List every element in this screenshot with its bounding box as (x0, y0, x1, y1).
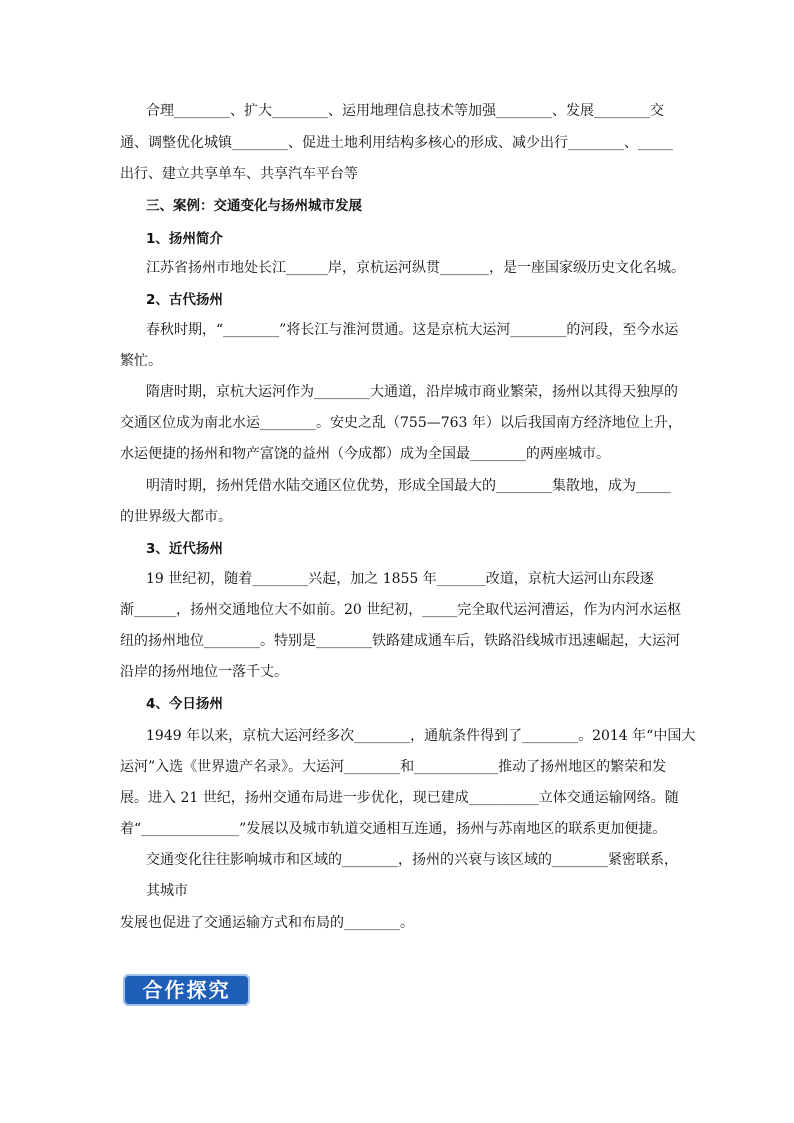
text-line: 交通变化往往影响城市和区域的________，扬州的兴衰与该区域的________紧密联系， (146, 852, 678, 868)
text-line: 发展也促进了交通运输方式和布局的________。 (120, 915, 414, 931)
text-line: 纽的扬州地位________。特别是________铁路建成通车后，铁路沿线城市迅速崛起，大运河 (120, 633, 680, 649)
section-heading: 三、案例：交通变化与扬州城市发展 (146, 198, 362, 214)
text-line: 春秋时期，“________”将长江与淮河贯通。这是京杭大运河________的河段，至今水运 (146, 322, 679, 338)
subsection-heading: 2、古代扬州 (146, 292, 223, 308)
text-line: 繁忙。 (120, 353, 162, 369)
text-line: 19 世纪初，随着________兴起，加之 1855 年_______改道，京杭大运河山东段逐 (146, 571, 654, 587)
text-line: 通、调整优化城镇________、促进土地利用结构多核心的形成、减少出行________、_____ (120, 135, 673, 151)
text-line: 出行、建立共享单车、共享汽车平台等 (120, 166, 358, 182)
text-line: 江苏省扬州市地处长江______岸，京杭运河纵贯_______，是一座国家级历史文化名城。 (146, 260, 685, 276)
text-line: 合理________、扩大________、运用地理信息技术等加强________、发展________交 (146, 103, 664, 119)
text-line: 其城市 (146, 883, 188, 899)
text-line: 的世界级大都市。 (120, 509, 232, 525)
text-line: 展。进入 21 世纪，扬州交通布局进一步优化，现已建成__________立体交通运输网络。随 (120, 790, 679, 806)
text-line: 渐______，扬州交通地位大不如前。20 世纪初，_____完全取代运河漕运，作为内河水运枢 (120, 602, 682, 618)
cooperative-inquiry-badge: 合作探究 (123, 974, 250, 1006)
subsection-heading: 4、今日扬州 (146, 696, 223, 712)
subsection-heading: 1、扬州简介 (146, 231, 223, 247)
text-line: 1949 年以来，京杭大运河经多次________，通航条件得到了________。2014 年“中国大 (146, 728, 696, 744)
text-line: 隋唐时期，京杭大运河作为________大通道，沿岸城市商业繁荣，扬州以其得天独厚的 (146, 384, 678, 400)
subsection-heading: 3、近代扬州 (146, 541, 223, 557)
text-line: 明清时期，扬州凭借水陆交通区位优势，形成全国最大的________集散地，成为_____ (146, 478, 671, 494)
text-line: 运河”入选《世界遗产名录》。大运河________和____________推动了扬州地区的繁荣和发 (120, 759, 667, 775)
text-line: 交通区位成为南北水运________。安史之乱（755—763 年）以后我国南方经济地位上升， (120, 415, 682, 431)
text-line: 着“______________”发展以及城市轨道交通相互连通，扬州与苏南地区的联系更加便捷。 (120, 821, 667, 837)
text-line: 沿岸的扬州地位一落千丈。 (120, 664, 288, 680)
text-line: 水运便捷的扬州和物产富饶的益州（今成都）成为全国最________的两座城市。 (120, 446, 610, 462)
